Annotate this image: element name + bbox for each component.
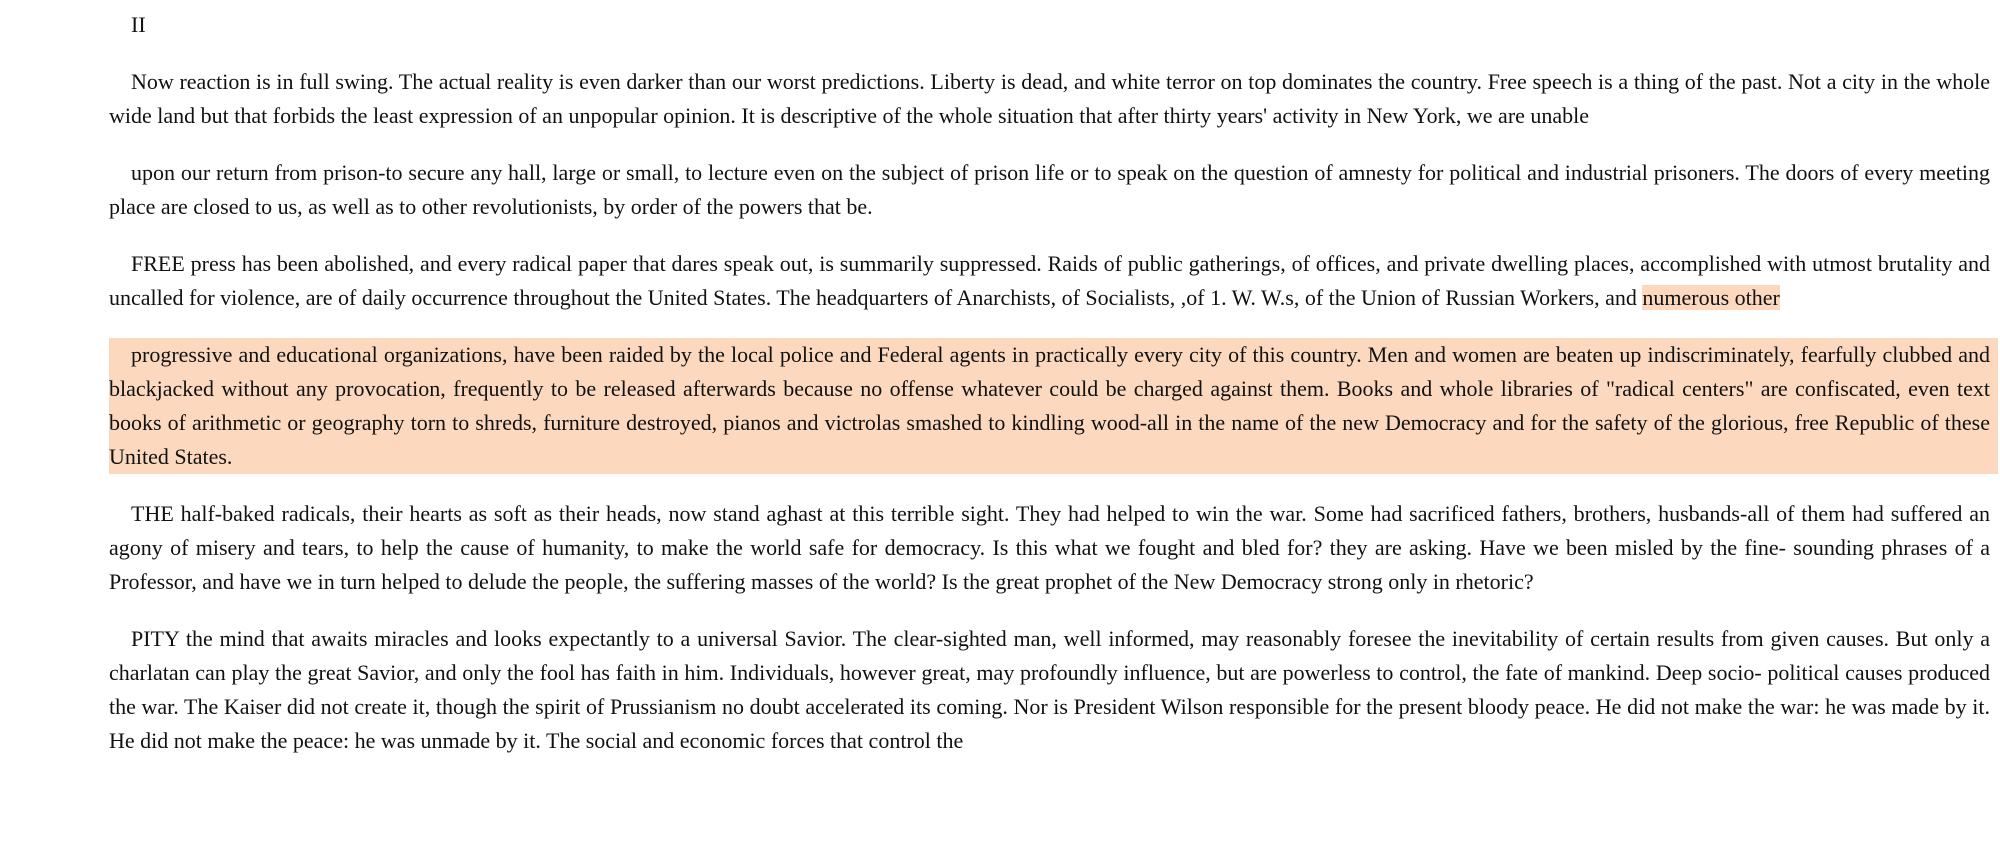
paragraph-6: PITY the mind that awaits miracles and looks expectantly to a universal Savior. The clear-sighted man, well informed, may reasonably foresee the inevitability of certain results from given causes. But only a charlatan can play the great Savior, and only the fool has faith in him. Individuals, however great, may profoundly influence, but are powerless to control, the fate of mankind. Deep socio- political causes produced the war. The Kaiser did not create it, though the spirit of Prussianism no doubt accelerated its coming. Nor is President Wilson responsible for the present bloody peace. He did not make the war: he was made by it. He did not make the peace: he was unmade by it. The social and economic forces that control the [109, 626, 1990, 753]
paragraph-2: upon our return from prison-to secure any hall, large or small, to lecture even on the subject of prison life or to speak on the question of amnesty for political and industrial prisoners. The doors of every meeting place are closed to us, as well as to other revolutionists, by order of the powers that be. [109, 160, 1990, 219]
paragraph-3 [109, 247, 1990, 315]
document-page [109, 0, 1990, 758]
section-heading: II [131, 12, 146, 37]
highlighted-text: numerous other [1642, 285, 1780, 310]
paragraph-5: THE half-baked radicals, their hearts as soft as their heads, now stand aghast at this terrible sight. They had helped to win the war. Some had sacrificed fathers, brothers, husbands-all of them had suffered an agony of misery and tears, to help the cause of humanity, to make the world safe for democracy. Is this what we fought and bled for? they are asking. Have we been misled by the fine- sounding phrases of a Professor, and have we in turn helped to delude the people, the suffering masses of the world? Is the great prophet of the New Democracy strong only in rhetoric? [109, 501, 1990, 594]
paragraph-1: Now reaction is in full swing. The actual reality is even darker than our worst predictions. Liberty is dead, and white terror on top dominates the country. Free speech is a thing of the past. Not a city in the whole wide land but that forbids the least expression of an unpopular opinion. It is descriptive of the whole situation that after thirty years' activity in New York, we are unable [109, 69, 1990, 128]
paragraph-3-text: FREE press has been abolished, and every radical paper that dares speak out, is summarily suppressed. Raids of public gatherings, of offices, and private dwelling places, accomplished with utmost brutality and uncalled for violence, are of daily occurrence throughout the United States. The headquarters of Anarchists, of Socialists, ,of 1. W. W.s, of the Union of Russian Workers, and [109, 251, 1990, 310]
highlighted-paragraph: progressive and educational organizations, have been raided by the local police and Federal agents in practically every city of this country. Men and women are beaten up indiscriminately, fearfully clubbed and blackjacked without any provocation, frequently to be released afterwards because no offense whatever could be charged against them. Books and whole libraries of "radical centers" are confiscated, even text books of arithmetic or geography torn to shreds, furniture destroyed, pianos and victrolas smashed to kindling wood-all in the name of the new Democracy and for the safety of the glorious, free Republic of these United States. [109, 338, 1998, 474]
